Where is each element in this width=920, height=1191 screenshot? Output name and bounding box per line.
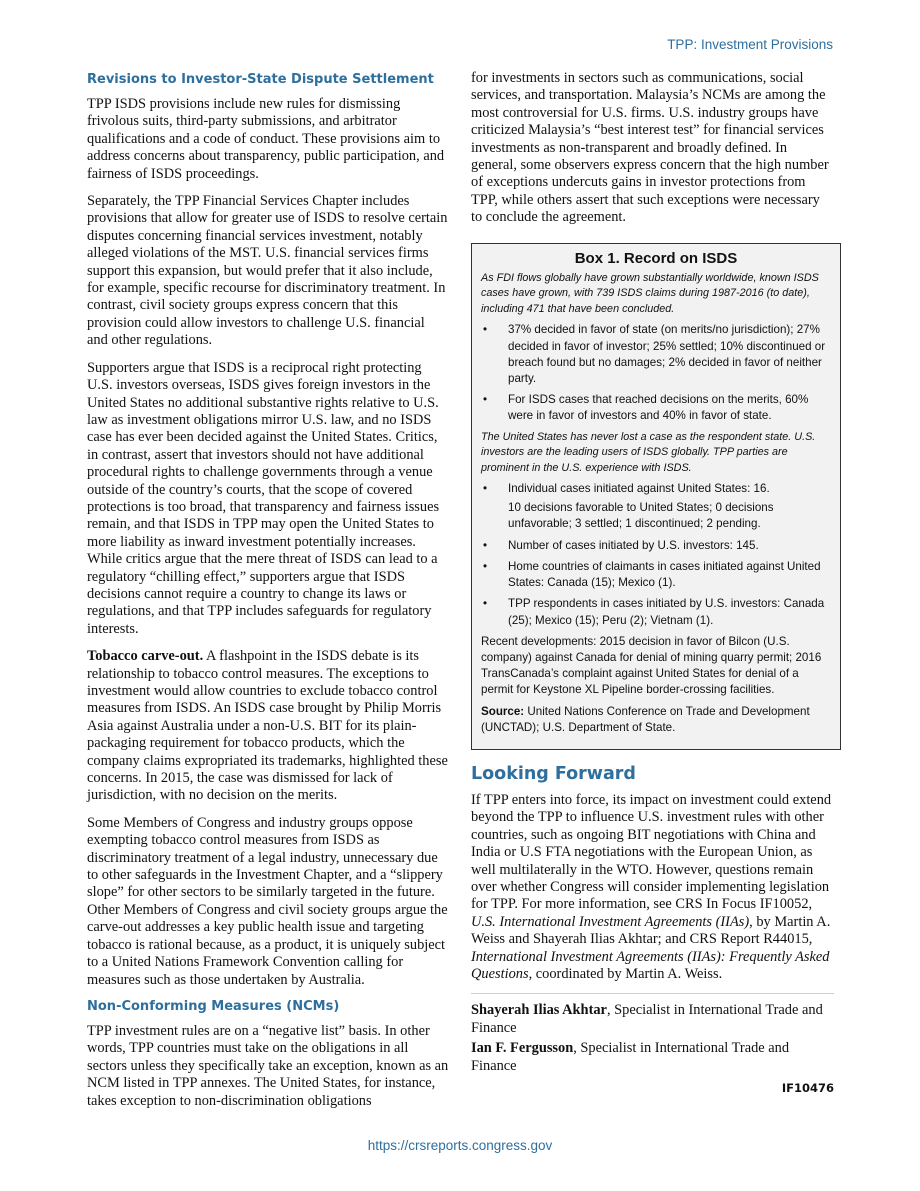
lf-text-2: , by Martin A. Weiss and Shayerah Ilias Akhtar; and CRS Report R44015, — [471, 913, 831, 948]
box-source — [481, 704, 831, 736]
box-us-list — [481, 481, 831, 629]
paragraph-looking-forward — [471, 792, 834, 983]
left-column — [87, 70, 449, 1120]
list-item: • Number of cases initiated by U.S. investors: 145. — [481, 538, 831, 554]
list-item — [481, 481, 831, 533]
source-label: Source: — [481, 704, 525, 718]
list-item: • Home countries of claimants in cases initiated against United States: Canada (15); Mexico (1). — [481, 559, 831, 591]
list-item: • TPP respondents in cases initiated by U.S. investors: Canada (25); Mexico (15); Peru (2); Vietnam (1). — [481, 596, 831, 628]
revisions-heading: Revisions to Investor-State Dispute Settlement — [87, 72, 434, 87]
box-us-intro: The United States has never lost a case as the respondent state. U.S. investors are the leading users of ISDS globally. TPP parties are prominent in the U.S. experience with ISDS. — [481, 430, 816, 474]
author-name: Ian F. Fergusson — [471, 1040, 574, 1057]
lf-text-3: , coordinated by Martin A. Weiss. — [528, 965, 723, 982]
lf-title-iias: U.S. International Investment Agreements (IIAs) — [471, 913, 750, 930]
footer-url[interactable]: https://crsreports.congress.gov — [367, 1138, 553, 1153]
tobacco-text: A flashpoint in the ISDS debate is its relationship to tobacco control measures. The exceptions to investment would allow countries to exclude tobacco control measures from ISDS. An ISDS case brought by Philip Morris Asia against Australia under a non-U.S. BIT for its plain-packaging requirement for tobacco products, which the company claims expropriated its trademarks, highlighted these concerns. In 2015, the case was dismissed for lack of jurisdiction, with no decision on the merits. — [87, 648, 448, 804]
right-column — [471, 70, 834, 1095]
box-intro: As FDI flows globally have grown substantially worldwide, known ISDS cases have grown, with 739 ISDS claims during 1987-2016 (to date), including 471 that have been concluded. — [481, 271, 819, 315]
ncm-heading: Non-Conforming Measures (NCMs) — [87, 998, 340, 1014]
us-cases-line: Individual cases initiated against United States: 16. — [508, 482, 770, 496]
author-line — [471, 1040, 834, 1075]
paragraph-negative-list: TPP investment rules are on a “negative list” basis. In other words, TPP countries must take on the obligations in all sectors unless they specifically take an exception, known as an NCM listed in TPP annexes. The United States, for instance, takes exception to non-discrimination obligations — [87, 1022, 449, 1109]
box-title: Box 1. Record on ISDS — [574, 249, 738, 267]
paragraph-supporters-critics: Supporters argue that ISDS is a reciprocal right protecting U.S. investors overseas, ISDS gives foreign investors in the United States no additional substantive rights relative to U.S. law as investment obligations mirror U.S. law, and no ISDS case has ever been decided against the United States. Critics, in contrast, assert that investors should not have additional procedural rights to challenge governments through a venue outside of the country’s courts, that the scope of covered protections is too broad, that transparency and fairness issues remain, and that ISDS in TPP may open the United States to more liability as inward investment potentially increases. While critics argue that the mere threat of ISDS can lead to a regulatory “chilling effect,” supporters argue that ISDS decisions cannot require a country to change its laws or regulations, and that TPP includes safeguards for regulatory interests. — [87, 359, 440, 637]
author-line — [471, 1002, 834, 1037]
lf-title-faq: International Investment Agreements (IIAs): Frequently Asked Questions — [471, 948, 830, 982]
isds-record-box — [471, 243, 841, 750]
us-cases-detail: 10 decisions favorable to United States; 0 decisions unfavorable; 3 settled; 1 discontinued; 2 pending. — [508, 501, 774, 531]
paragraph-financial-services: Separately, the TPP Financial Services Chapter includes provisions that allow for greater use of ISDS to resolve certain disputes concerning financial services investment, notably alleged violations of the MST. U.S. financial services firms support this expansion, but would prefer that it also include, for example, specific recourse for discriminatory treatment. In contrast, civil society groups express concern that this provision could allow investors to challenge U.S. financial and other regulations. — [87, 193, 448, 349]
tobacco-lead: Tobacco carve-out. — [87, 648, 204, 665]
paragraph-isds-rules: TPP ISDS provisions include new rules for dismissing frivolous suits, third-party submissions, and arbitrator qualifications and a code of conduct. These provisions aim to address concerns about transparency, public participation, and fairness of ISDS proceedings. — [87, 96, 445, 182]
list-item: • 37% decided in favor of state (on merits/no jurisdiction); 27% decided in favor of investor; 25% settled; 10% discontinued or breach found but no damages; 2% decided in favor of neither party. — [481, 322, 831, 387]
running-header: TPP: Investment Provisions — [667, 37, 833, 52]
author-role: , Specialist in International Trade and Finance — [471, 1040, 790, 1074]
author-role: , Specialist in International Trade and Finance — [471, 1002, 823, 1036]
paragraph-ncm-continued: for investments in sectors such as communications, social services, and transportation. Malaysia’s NCMs are among the most controversial for U.S. firms. U.S. industry groups have criticized Malaysia’s “best interest test” for financial services investments as non-transparent and broadly defined. In general, some observers express concern that the high number of exceptions undercuts gains in investor protections from TPP, while others assert that such exceptions were necessary to conclude the agreement. — [471, 70, 829, 226]
source-text: United Nations Conference on Trade and Development (UNCTAD); U.S. Department of State. — [481, 704, 810, 734]
author-name: Shayerah Ilias Akhtar — [471, 1002, 607, 1019]
looking-forward-heading: Looking Forward — [471, 763, 636, 784]
box-outcome-list — [481, 322, 831, 424]
author-divider — [471, 993, 834, 994]
document-id: IF10476 — [781, 1081, 834, 1096]
paragraph-tobacco-debate: Some Members of Congress and industry groups oppose exempting tobacco control measures from ISDS as discriminatory treatment of a legal industry, unnecessary due to other safeguards in the Investment Chapter, and a “slippery slope” for other sectors to be similarly targeted in the future. Other Members of Congress and civil society groups argue the carve-out addresses a key public health issue and targeting tobacco is rational because, as a product, it is uniquely subject to a United Nations Framework Convention calling for measures such as those undertaken by Australia. — [87, 814, 448, 988]
paragraph-tobacco-carve-out — [87, 648, 449, 805]
lf-text-1: If TPP enters into force, its impact on investment could extend beyond the TPP to influence U.S. investment rules with other countries, such as ongoing BIT negotiations with China and India or U.S FTA negotiations with the European Union, as well multilaterally in the WTO. However, questions remain over whether Congress will consider implementing legislation for TPP. For more information, see CRS In Focus IF10052, — [471, 791, 832, 913]
box-recent-developments: Recent developments: 2015 decision in favor of Bilcon (U.S. company) against Canada for denial of mining quarry permit; 2016 TransCanada’s complaint against United States for denial of a permit for Keystone XL Pipeline border-crossing facilities. — [481, 634, 822, 697]
list-item: • For ISDS cases that reached decisions on the merits, 60% were in favor of investors and 40% in favor of state. — [481, 392, 831, 424]
